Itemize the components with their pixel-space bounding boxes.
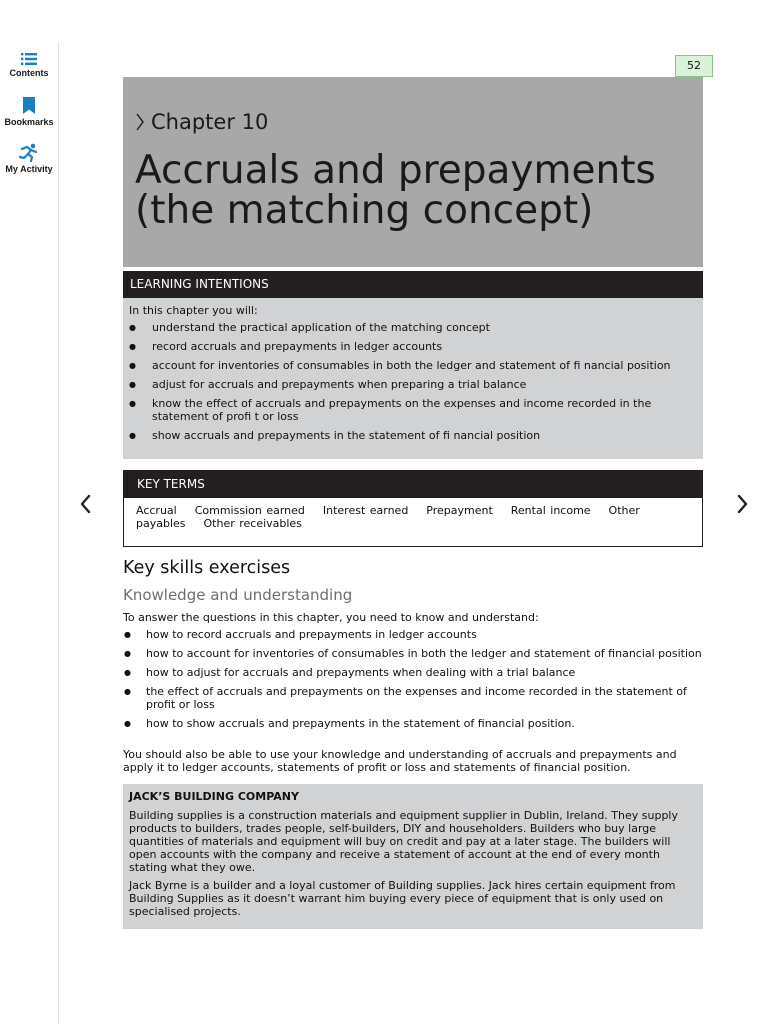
case-study-title: JACK’S BUILDING COMPANY [129, 790, 299, 803]
chevron-right-icon [732, 492, 752, 516]
activity-icon [19, 143, 39, 162]
sidebar-item-label: Contents [9, 68, 49, 78]
learning-intentions-list [129, 322, 695, 442]
list-item: ● how to record accruals and prepayments in ledger accounts [123, 629, 703, 642]
bookmark-icon [22, 97, 36, 115]
learning-intentions-heading: LEARNING INTENTIONS [123, 271, 703, 298]
knowledge-intro: To answer the questions in this chapter, you need to know and understand: [123, 611, 539, 624]
section-title: Key skills exercises [123, 558, 291, 578]
list-item: ● show accruals and prepayments in the statement of fi nancial position [129, 430, 695, 443]
page-number-badge: 52 [675, 55, 713, 77]
case-study-paragraph: Jack Byrne is a builder and a loyal customer of Building supplies. Jack hires certain equipment from Building Supplies as it doesn’t warrant him buying every piece of equipment that is only used on specialised projects. [129, 879, 676, 918]
case-study-paragraph: Building supplies is a construction materials and equipment supplier in Dublin, Ireland. They supply products to builders, trades people, self-builders, DIY and householders. Builders who buy large quantities of materials and equipment will buy on credit and pay at a later stage. The builders will open accounts with the company and receive a statement of account at the end of every month stating what they owe. [129, 809, 679, 874]
knowledge-list [123, 629, 703, 737]
list-item: ● the effect of accruals and prepayments on the expenses and income recorded in the statement of profit or loss [123, 686, 703, 711]
sidebar-item-my-activity[interactable] [0, 143, 58, 174]
list-item: ● understand the practical application of the matching concept [129, 322, 695, 335]
list-item: ● account for inventories of consumables in both the ledger and statement of fi nancial position [129, 360, 695, 373]
learning-intentions-box [123, 298, 703, 459]
list-icon [20, 52, 38, 66]
list-item: ● know the effect of accruals and prepayments on the expenses and income recorded in the statement of profi t or loss [129, 398, 695, 423]
sidebar-item-label: My Activity [5, 164, 53, 174]
list-item: ● adjust for accruals and prepayments when preparing a trial balance [129, 379, 695, 392]
sidebar-divider [58, 42, 59, 1024]
knowledge-outro: You should also be able to use your knowledge and understanding of accruals and prepayments and apply it to ledger accounts, statements of profit or loss and statements of financial position. [123, 748, 677, 774]
list-item: ● how to account for inventories of consumables in both the ledger and statement of financial position [123, 648, 703, 661]
chapter-title-line-2: (the matching concept) [135, 188, 594, 233]
previous-page-button[interactable] [76, 492, 96, 516]
list-item: ● record accruals and prepayments in ledger accounts [129, 341, 695, 354]
key-terms-list: Accrual Commission earned Interest earned Prepayment Rental income Other payables Other receivables [136, 504, 645, 530]
chapter-title [135, 148, 695, 233]
chapter-header [123, 77, 703, 267]
chapter-number: Chapter 10 [151, 110, 269, 134]
chevron-left-icon [76, 492, 96, 516]
section-subtitle: Knowledge and understanding [123, 586, 353, 604]
sidebar-item-label: Bookmarks [4, 117, 54, 127]
learning-intentions-intro: In this chapter you will: [129, 304, 258, 317]
key-terms-box [123, 470, 703, 547]
case-study-box [123, 784, 703, 929]
list-item: ● how to show accruals and prepayments in the statement of financial position. [123, 718, 703, 731]
next-page-button[interactable] [732, 492, 752, 516]
key-terms-heading: KEY TERMS [124, 471, 702, 498]
sidebar-item-bookmarks[interactable] [0, 97, 58, 127]
list-item: ● how to adjust for accruals and prepayments when dealing with a trial balance [123, 667, 703, 680]
sidebar-item-contents[interactable] [0, 52, 58, 78]
chevron-right-icon [135, 112, 145, 132]
chapter-label [135, 110, 268, 134]
sidebar [0, 0, 58, 1024]
chapter-title-line-1: Accruals and prepayments [135, 148, 656, 193]
